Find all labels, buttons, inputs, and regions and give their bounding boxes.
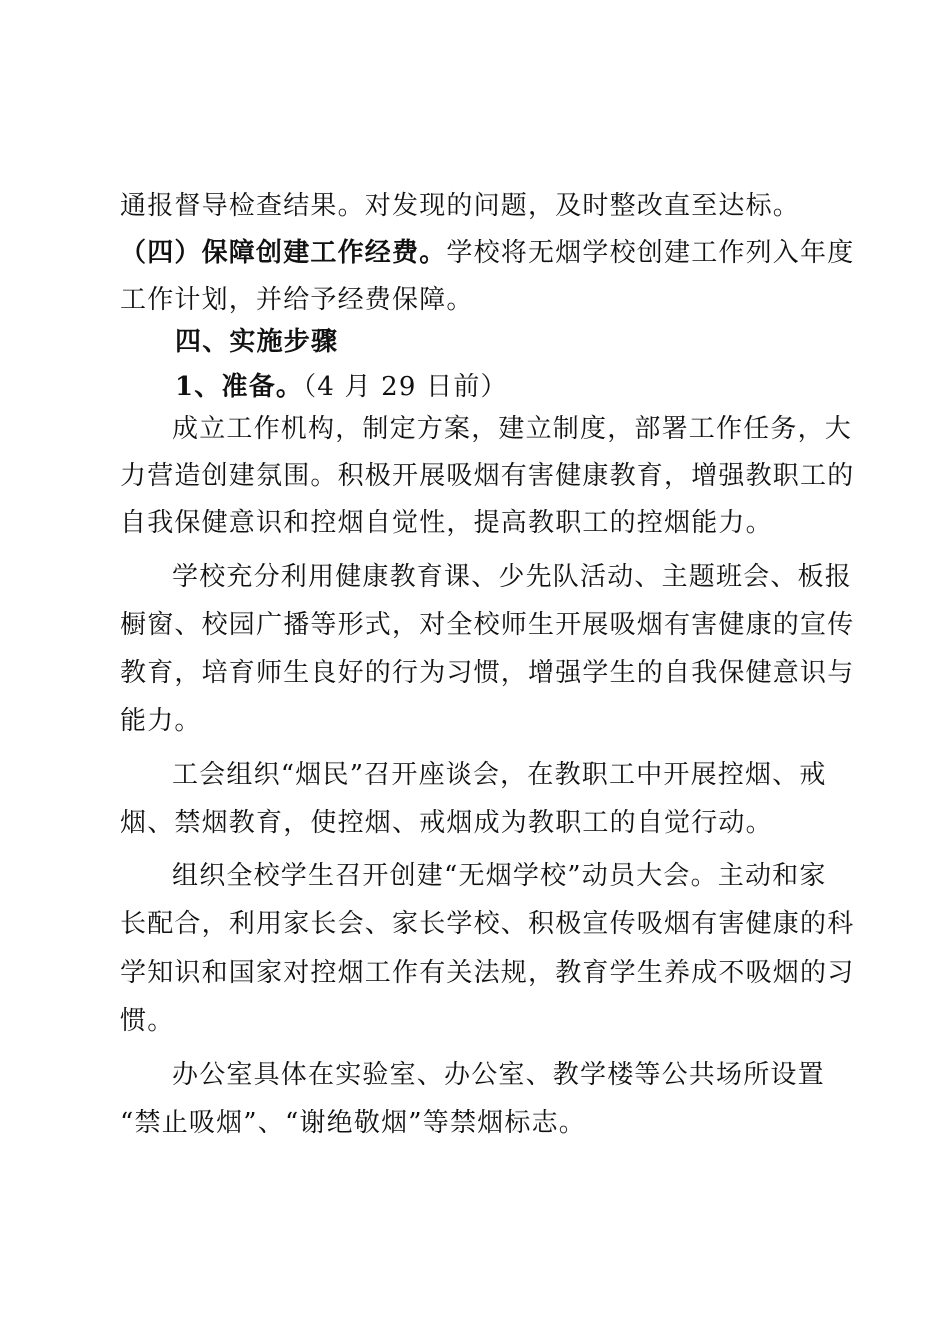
paragraph-line: 成立工作机构，制定方案，建立制度，部署工作任务，大 [172, 414, 853, 444]
paragraph-line: 长配合，利用家长会、家长学校、积极宣传吸烟有害健康的科 [120, 909, 855, 939]
paragraph-line: 学知识和国家对控烟工作有关法规，教育学生养成不吸烟的习 [120, 958, 855, 988]
paragraph-line: 办公室具体在实验室、办公室、教学楼等公共场所设置 [172, 1060, 825, 1090]
section-heading: 四、实施步骤 [175, 327, 339, 357]
paragraph-text: 学校将无烟学校创建工作列入年度 [446, 238, 855, 268]
paragraph-line: 工作计划，并给予经费保障。 [120, 285, 474, 315]
paragraph-line: 学校充分利用健康教育课、少先队活动、主题班会、板报 [172, 562, 853, 592]
step-heading: 1、准备。 [175, 372, 304, 402]
paragraph-line: 力营造创建氛围。积极开展吸烟有害健康教育，增强教职工的 [120, 461, 855, 491]
paragraph-line: 自我保健意识和控烟自觉性，提高教职工的控烟能力。 [120, 508, 773, 538]
paragraph-line: 教育，培育师生良好的行为习惯，增强学生的自我保健意识与 [120, 658, 855, 688]
paragraph-line: 惯。 [120, 1006, 175, 1036]
paragraph-line: 能力。 [120, 706, 202, 736]
paragraph-line: “禁止吸烟”、“谢绝敬烟”等禁烟标志。 [120, 1108, 586, 1138]
subsection-heading: （四）保障创建工作经费。 [120, 238, 447, 268]
step-heading-line [175, 370, 508, 404]
paragraph-line: 工会组织“烟民”召开座谈会，在教职工中开展控烟、戒 [172, 760, 827, 790]
paragraph-line: 橱窗、校园广播等形式，对全校师生开展吸烟有害健康的宣传 [120, 610, 855, 640]
paragraph-line: 烟、禁烟教育，使控烟、戒烟成为教职工的自觉行动。 [120, 808, 773, 838]
paragraph-line: 通报督导检查结果。对发现的问题，及时整改直至达标。 [120, 191, 801, 221]
paragraph-line: 组织全校学生召开创建“无烟学校”动员大会。主动和家 [172, 861, 827, 891]
paragraph-line [120, 236, 854, 270]
step-date: （4 月 29 日前） [303, 372, 508, 402]
